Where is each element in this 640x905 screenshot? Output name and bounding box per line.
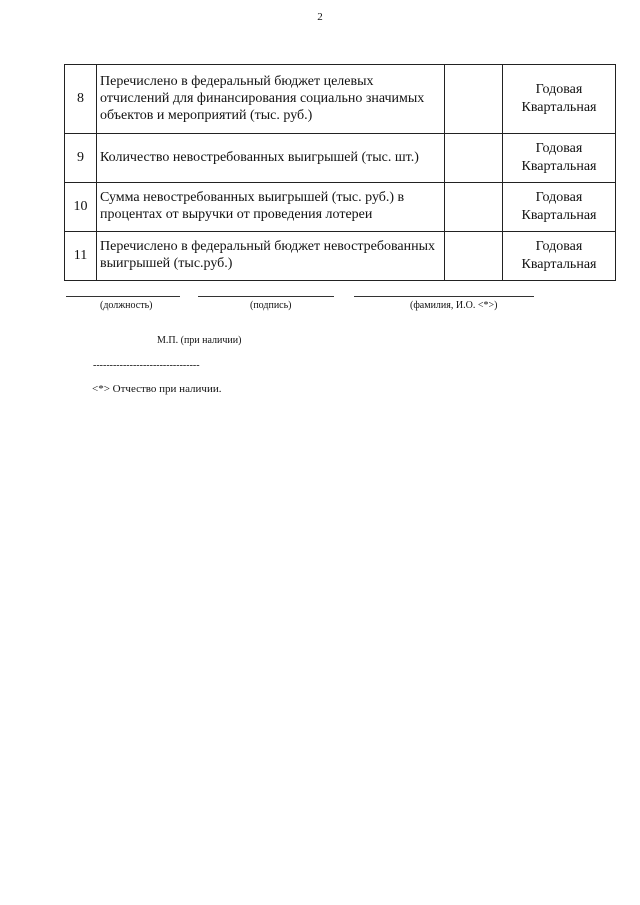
signature-line	[198, 296, 334, 297]
periodicity-annual: Годовая	[535, 239, 583, 254]
row-description: Сумма невостребованных выигрышей (тыс. руб.) в процентах от выручки от проведения лотереи	[97, 183, 445, 232]
name-line	[354, 296, 534, 297]
stamp-note: М.П. (при наличии)	[157, 335, 242, 346]
periodicity-quarterly: Квартальная	[521, 159, 597, 174]
row-periodicity	[503, 65, 616, 134]
page-number: 2	[317, 11, 323, 23]
row-number: 8	[65, 65, 97, 134]
periodicity-quarterly: Квартальная	[521, 208, 597, 223]
position-line	[66, 296, 180, 297]
table-row	[65, 134, 616, 183]
table-row	[65, 183, 616, 232]
row-periodicity	[503, 232, 616, 281]
name-label: (фамилия, И.О. <*>)	[410, 300, 498, 311]
row-number: 9	[65, 134, 97, 183]
periodicity-quarterly: Квартальная	[521, 257, 597, 272]
footnote-separator: --------------------------------	[93, 360, 200, 371]
table-row	[65, 232, 616, 281]
signature-label: (подпись)	[250, 300, 292, 311]
row-number: 11	[65, 232, 97, 281]
row-description: Количество невостребованных выигрышей (тыс. шт.)	[97, 134, 445, 183]
periodicity-annual: Годовая	[535, 82, 583, 97]
table-row	[65, 65, 616, 134]
row-description: Перечислено в федеральный бюджет целевых отчислений для финансирования социально значимых объектов и мероприятий (тыс. руб.)	[97, 65, 445, 134]
periodicity-quarterly: Квартальная	[521, 100, 597, 115]
row-empty-cell	[445, 65, 503, 134]
row-empty-cell	[445, 183, 503, 232]
periodicity-annual: Годовая	[535, 141, 583, 156]
periodicity-annual: Годовая	[535, 190, 583, 205]
row-empty-cell	[445, 232, 503, 281]
row-description: Перечислено в федеральный бюджет невостребованных выигрышей (тыс.руб.)	[97, 232, 445, 281]
footnote: <*> Отчество при наличии.	[92, 383, 222, 395]
position-label: (должность)	[100, 300, 153, 311]
row-periodicity	[503, 183, 616, 232]
report-table	[64, 64, 616, 281]
row-number: 10	[65, 183, 97, 232]
row-periodicity	[503, 134, 616, 183]
row-empty-cell	[445, 134, 503, 183]
